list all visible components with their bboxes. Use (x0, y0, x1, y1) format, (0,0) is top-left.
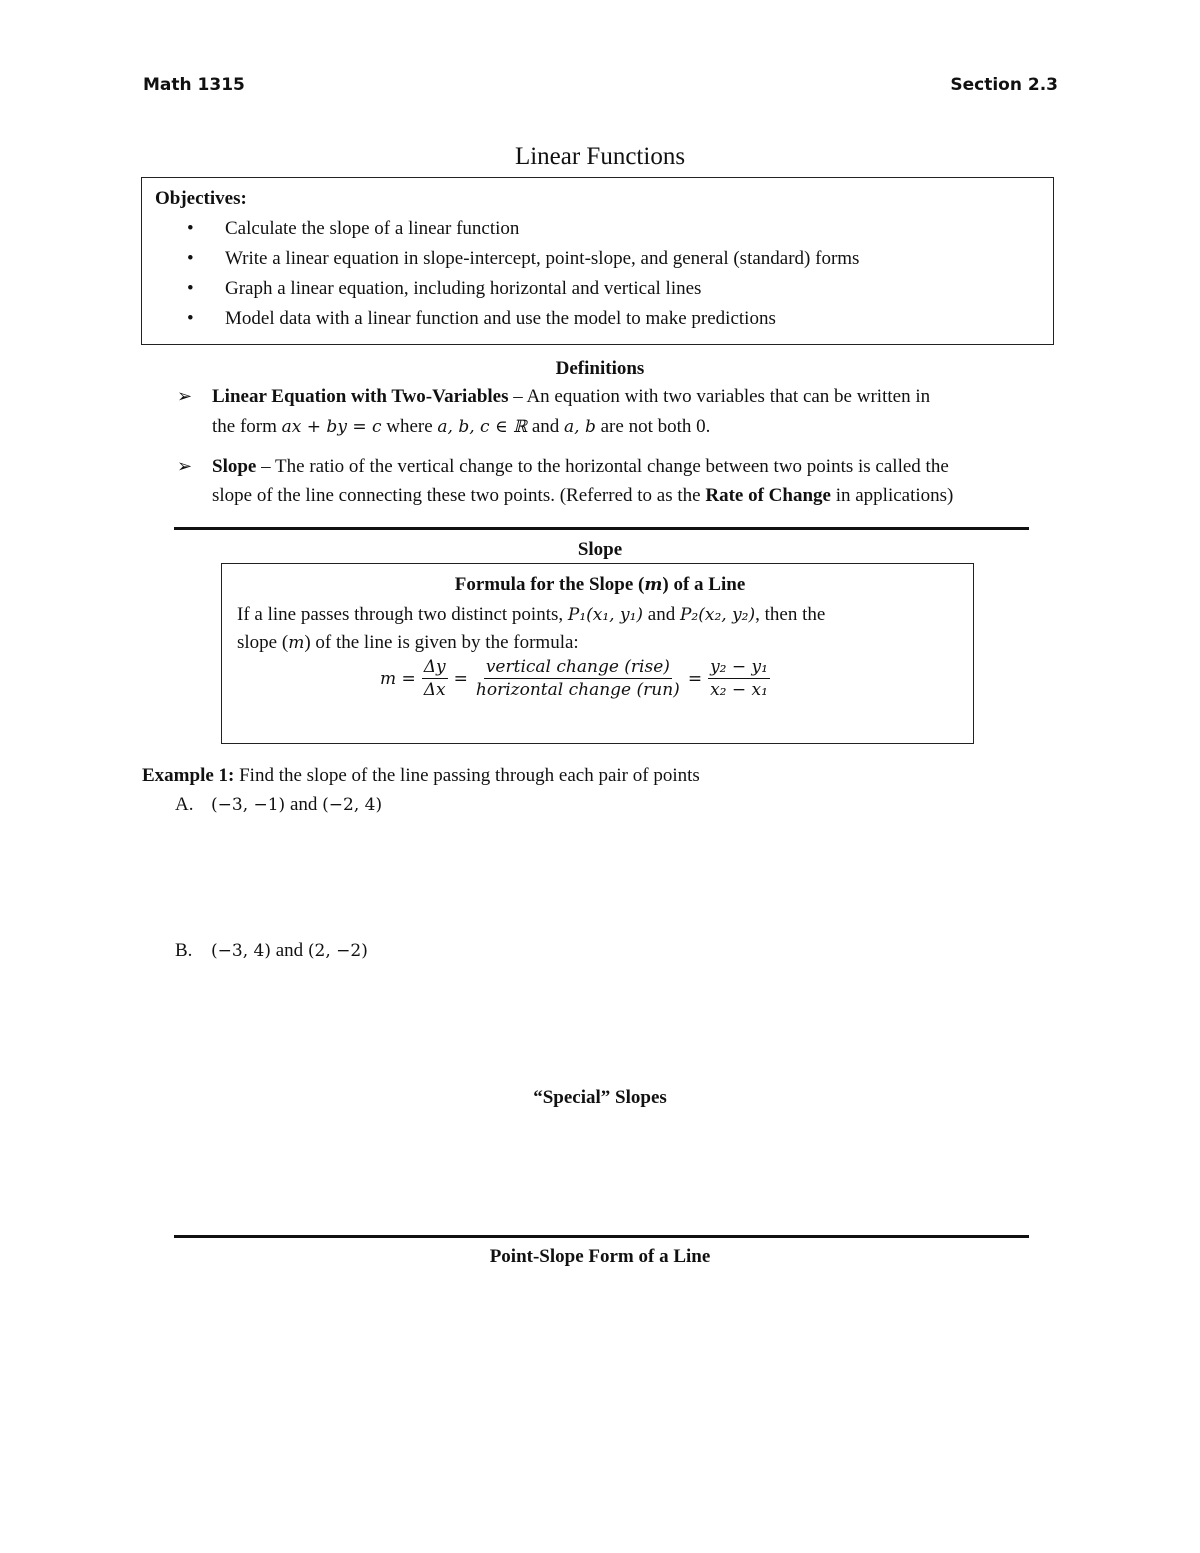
objective-item: • Calculate the slope of a linear function (187, 218, 520, 239)
page-title: Linear Functions (514, 143, 686, 170)
bullet-icon: • (187, 248, 194, 269)
bullet-icon: • (187, 218, 194, 239)
definition-term: Linear Equation with Two-Variables (212, 386, 509, 407)
bullet-icon: • (187, 278, 194, 299)
objective-item: • Graph a linear equation, including horizontal and vertical lines (187, 278, 702, 299)
section-divider (174, 1235, 1029, 1238)
example-1-part-a: A. (−3, −1) and (−2, 4) (175, 794, 383, 815)
example-1: Example 1: Find the slope of the line passing through each pair of points (142, 765, 700, 786)
slope-box-title: Formula for the Slope (m) of a Line (454, 574, 746, 595)
example-1-part-b: B. (−3, 4) and (2, −2) (175, 940, 368, 961)
fraction-coordinates: $\frac{\text{y₂ − y₁}}{\text{x₂ − x₁}}$ (710, 657, 768, 700)
special-slopes-heading: “Special” Slopes (533, 1087, 667, 1108)
objective-item: • Model data with a linear function and use the model to make predictions (187, 308, 776, 329)
arrow-bullet-icon: ➢ (177, 456, 193, 476)
objectives-heading: Objectives: (155, 188, 247, 209)
slope-formula: m = $\frac{\Delta y}{\Delta x}$ = $\frac{\text{vertical change (rise)}}{\text{horizontal change (run)}}$ = $\frac{\text{y₂ − y₁}}{\text{x₂ − x₁}}$ (380, 657, 768, 700)
objective-item: • Write a linear equation in slope-intercept, point-slope, and general (standard) forms (187, 248, 860, 269)
definition-linear-equation: Linear Equation with Two-Variables – An equation with two variables that can be written in (212, 386, 931, 407)
definition-slope-line2: slope of the line connecting these two points. (Referred to as the Rate of Change in applications) (212, 485, 954, 506)
course-label: Math 1315 (143, 75, 245, 95)
fraction-delta: $\frac{\Delta y}{\Delta x}$ (423, 657, 446, 700)
slope-heading: Slope (577, 539, 623, 560)
definition-linear-equation-line2: the form ax + by = c where a, b, c ∈ ℝ and a, b are not both 0. (212, 416, 711, 437)
bullet-icon: • (187, 308, 194, 329)
section-label: Section 2.3 (950, 75, 1058, 95)
fraction-rise-run: $\frac{\text{vertical change (rise)}}{\text{horizontal change (run)}}$ (475, 657, 680, 700)
slope-box-line2: slope (m) of the line is given by the formula: (237, 632, 579, 653)
section-divider (174, 527, 1029, 530)
definitions-heading: Definitions (555, 358, 645, 379)
definition-term: Slope (212, 456, 257, 477)
arrow-bullet-icon: ➢ (177, 386, 193, 406)
definition-slope: Slope – The ratio of the vertical change to the horizontal change between two points is called the (212, 456, 949, 477)
slope-box-line1: If a line passes through two distinct points, P₁(x₁, y₁) and P₂(x₂, y₂), then the (237, 604, 826, 625)
point-slope-heading: Point-Slope Form of a Line (489, 1246, 711, 1267)
